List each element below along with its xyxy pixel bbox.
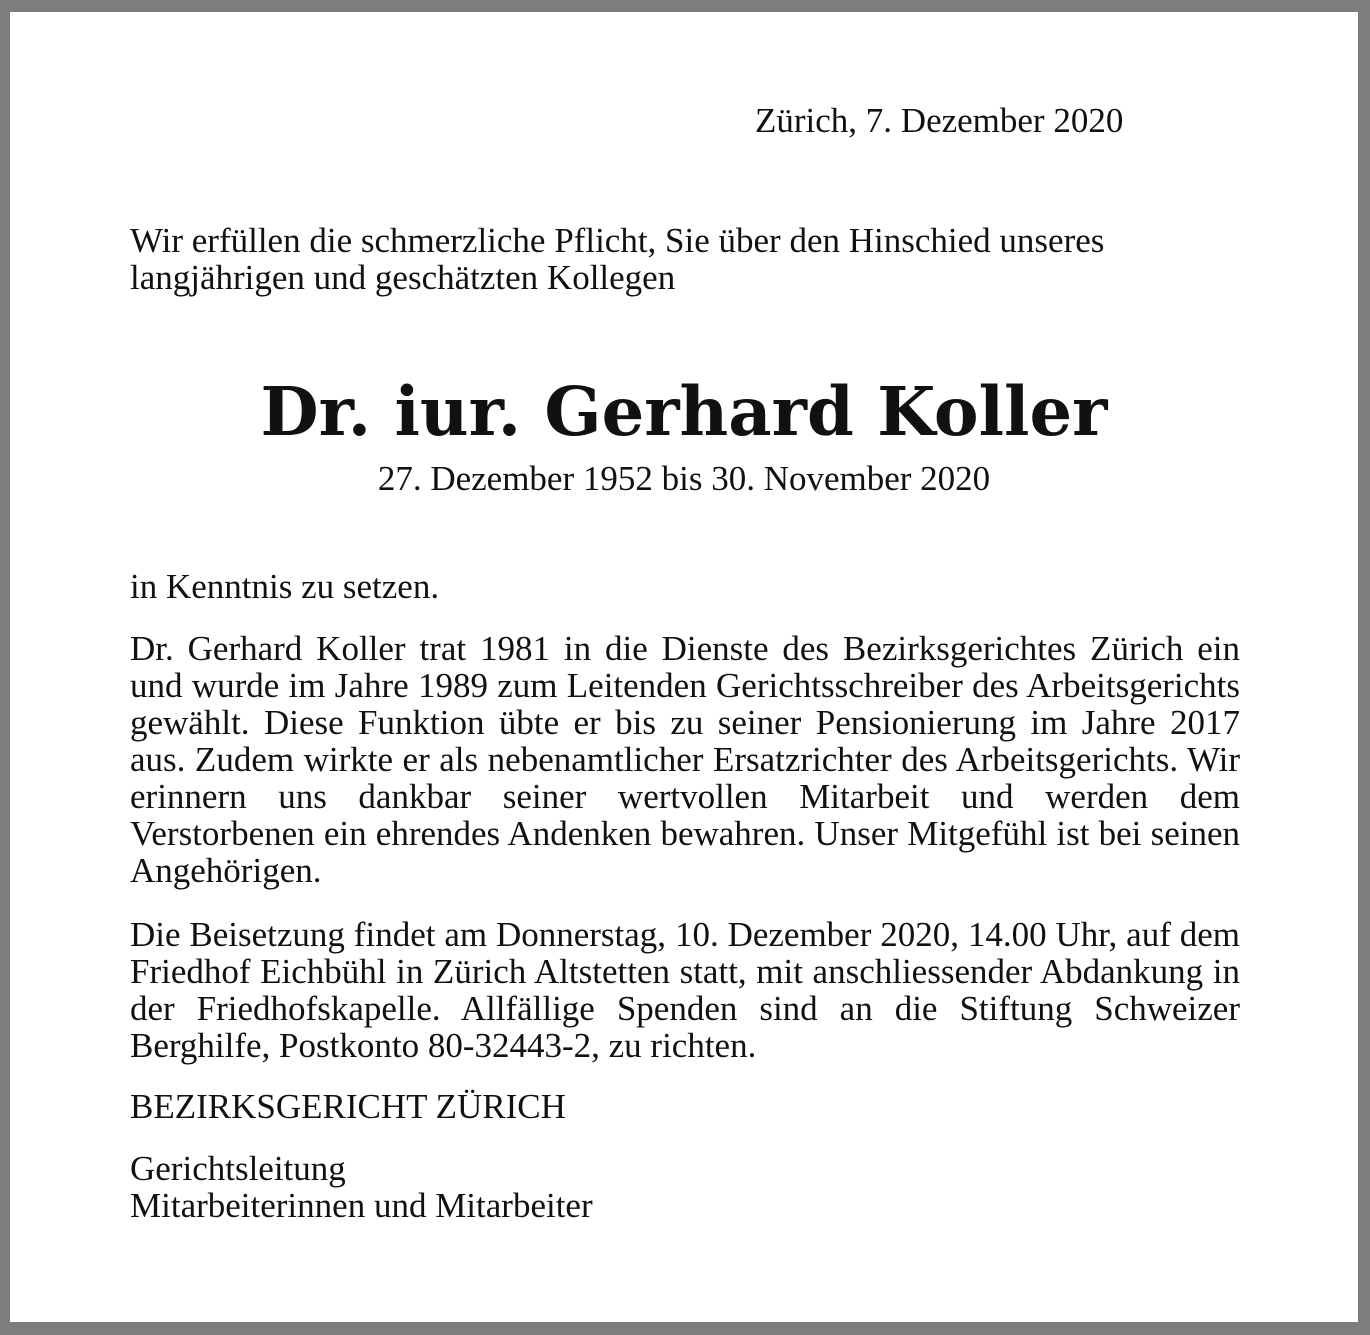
organization-name: BEZIRKSGERICHT ZÜRICH	[130, 1087, 566, 1126]
life-dates: 27. Dezember 1952 bis 30. November 2020	[377, 459, 991, 498]
intro-line-1: Wir erfüllen die schmerzliche Pflicht, Sie über den Hinschied unseres	[130, 221, 1105, 260]
career-paragraph: Dr. Gerhard Koller trat 1981 in die Dienste des Bezirksgerichtes Zürich ein und wurde im Jahre 1989 zum Leitenden Gerichtsschreiber des Arbeitsgerichts gewählt. Diese Funktion übte er bis zu seiner Pensionierung im Jahre 2017 aus. Zudem wirkte er als nebenamtlicher Ersatzrichter des Arbeitsgerichts. Wir erinnern uns dankbar seiner wertvollen Mitarbeit und werden dem Verstorbenen ein ehrendes Andenken bewahren. Unser Mitgefühl ist bei seinen Angehörigen.	[130, 629, 1240, 890]
notice-text: in Kenntnis zu setzen.	[130, 567, 440, 606]
intro-text	[130, 222, 1240, 296]
intro-line-2: langjährigen und geschätzten Kollegen	[130, 258, 676, 297]
obituary-page	[10, 12, 1358, 1322]
funeral-paragraph: Die Beisetzung findet am Donnerstag, 10. Dezember 2020, 14.00 Uhr, auf dem Friedhof Eichbühl in Zürich Altstetten statt, mit anschliessender Abdankung in der Friedhofskapelle. Allfällige Spenden sind an die Stiftung Schweizer Berghilfe, Postkonto 80-32443-2, zu richten.	[130, 915, 1240, 1065]
signature-line-1: Gerichtsleitung	[130, 1149, 346, 1188]
deceased-name: Dr. iur. Gerhard Koller	[260, 372, 1108, 451]
place-date: Zürich, 7. Dezember 2020	[755, 101, 1124, 140]
signature-block	[130, 1150, 593, 1224]
signature-line-2: Mitarbeiterinnen und Mitarbeiter	[130, 1186, 593, 1225]
